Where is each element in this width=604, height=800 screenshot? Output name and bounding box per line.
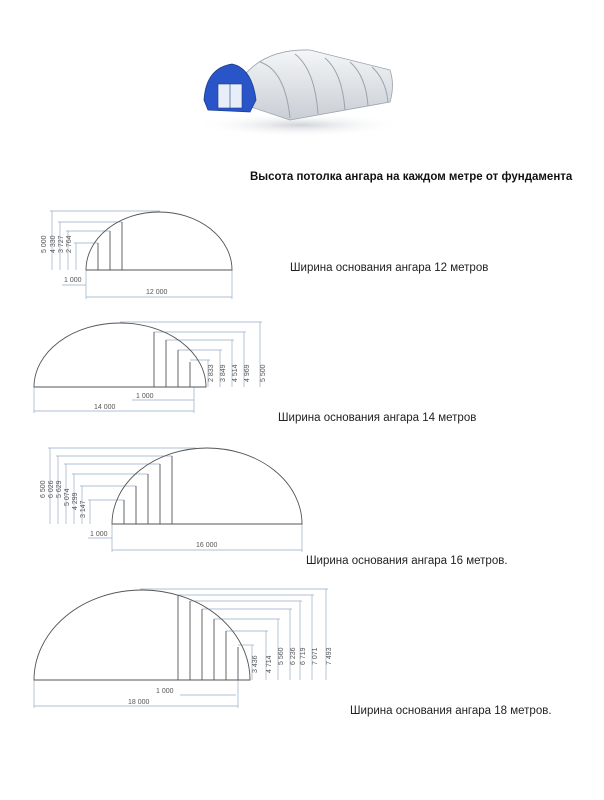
- step-label: 1 000: [136, 393, 154, 400]
- height-label: 2 764: [66, 235, 73, 253]
- page-heading: Высота потолка ангара на каждом метре от фундамента: [250, 171, 573, 183]
- caption-18m: Ширина основания ангара 18 метров.: [350, 705, 552, 717]
- height-label: 3 849: [220, 364, 227, 382]
- height-label: 6 719: [300, 647, 307, 665]
- height-label: 6 236: [290, 647, 297, 665]
- height-label: 3 147: [80, 500, 87, 518]
- height-label: 3 727: [58, 235, 65, 253]
- height-label: 5 074: [64, 488, 71, 506]
- height-label: 4 714: [266, 655, 273, 673]
- arch-14m: [34, 323, 206, 387]
- height-label: 4 330: [50, 235, 57, 253]
- hangar-illustration: [190, 40, 410, 140]
- width-label: 12 000: [146, 289, 168, 296]
- caption-16m: Ширина основания ангара 16 метров.: [306, 555, 508, 567]
- height-label: 5 629: [56, 480, 63, 498]
- step-label: 1 000: [156, 688, 174, 695]
- diagram-18m: [0, 585, 604, 715]
- height-label: 6 500: [40, 480, 47, 498]
- height-label: 6 026: [48, 480, 55, 498]
- arch-18m: [34, 590, 250, 680]
- diagram-14m: [0, 310, 604, 420]
- width-label: 14 000: [94, 404, 116, 411]
- height-label: 5 560: [278, 647, 285, 665]
- height-label: 3 436: [252, 655, 259, 673]
- height-label: 2 833: [208, 364, 215, 382]
- height-label: 4 514: [232, 364, 239, 382]
- diagram-12m: [0, 195, 604, 305]
- caption-12m: Ширина основания ангара 12 метров: [290, 262, 489, 274]
- width-label: 16 000: [196, 542, 218, 549]
- height-label: 5 500: [260, 364, 267, 382]
- arch-12m: [86, 212, 232, 270]
- caption-14m: Ширина основания ангара 14 метров: [278, 412, 477, 424]
- height-label: 7 071: [312, 647, 319, 665]
- height-label: 7 493: [326, 647, 333, 665]
- width-label: 18 000: [128, 699, 150, 706]
- arch-16m: [112, 448, 302, 524]
- step-label: 1 000: [64, 277, 82, 284]
- height-label: 4 969: [244, 364, 251, 382]
- step-label: 1 000: [90, 531, 108, 538]
- height-label: 5 000: [41, 235, 48, 253]
- diagram-16m: [0, 438, 604, 558]
- height-label: 4 299: [72, 492, 79, 510]
- hangar-body: [204, 50, 393, 120]
